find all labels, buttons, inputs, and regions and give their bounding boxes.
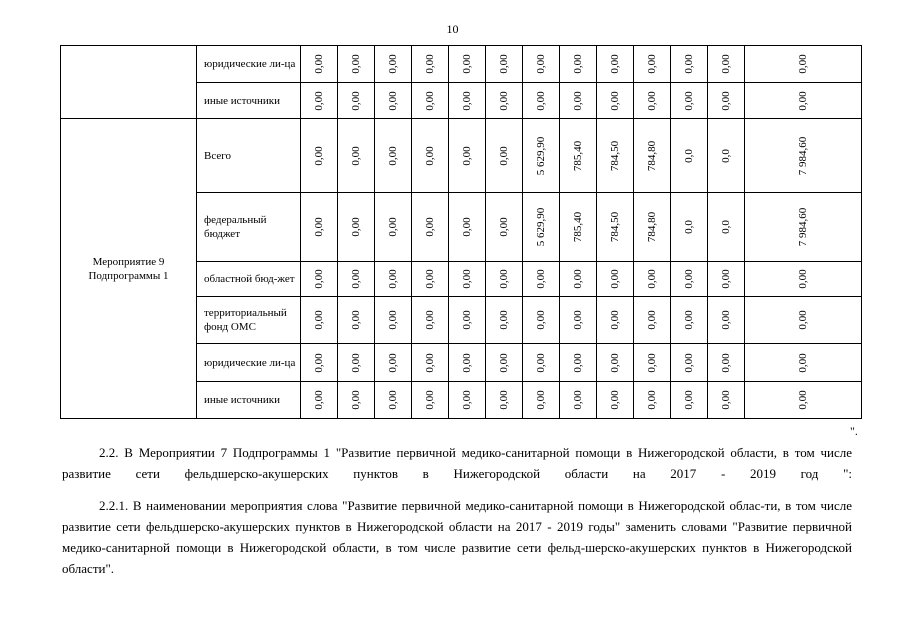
value-cell	[745, 382, 862, 419]
value-cell	[338, 46, 375, 83]
value-text: 0,00	[350, 54, 362, 74]
value-cell	[560, 297, 597, 344]
value-text: 0,00	[683, 54, 695, 74]
value-text: 0,00	[572, 269, 584, 289]
value-text: 0,00	[498, 310, 510, 330]
value-cell	[671, 262, 708, 297]
value-cell	[745, 119, 862, 193]
value-text: 785,40	[572, 140, 584, 171]
value-cell	[375, 262, 412, 297]
value-text: 0,00	[350, 352, 362, 373]
funding-source-cell: Всего	[197, 119, 301, 193]
value-text: 0,00	[646, 352, 658, 373]
value-text: 0,00	[498, 217, 510, 237]
value-cell	[486, 46, 523, 83]
value-cell	[412, 344, 449, 382]
value-text: 0,00	[646, 90, 658, 111]
value-cell	[745, 297, 862, 344]
value-cell	[449, 262, 486, 297]
event-name-cell	[61, 46, 197, 119]
value-text: 0,00	[313, 90, 325, 111]
value-text: 0,00	[350, 310, 362, 330]
value-cell	[301, 297, 338, 344]
value-text: 0,00	[683, 310, 695, 330]
value-cell	[449, 119, 486, 193]
value-cell	[523, 46, 560, 83]
value-text: 0,00	[498, 390, 510, 410]
table-body	[61, 46, 862, 419]
value-text: 0,00	[535, 352, 547, 373]
value-cell	[745, 344, 862, 382]
value-text: 784,80	[646, 140, 658, 171]
value-text: 0,00	[720, 352, 732, 373]
value-cell	[745, 193, 862, 262]
value-text: 0,00	[572, 90, 584, 111]
value-text: 0,00	[387, 90, 399, 111]
value-text: 0,0	[720, 220, 732, 234]
value-cell	[338, 193, 375, 262]
value-cell	[671, 193, 708, 262]
value-text: 0,00	[797, 90, 809, 111]
value-text: 0,00	[350, 217, 362, 237]
value-cell	[634, 344, 671, 382]
funding-source-cell: юридические ли-ца	[197, 46, 301, 83]
value-text: 0,00	[609, 310, 621, 330]
value-cell	[375, 119, 412, 193]
value-cell	[597, 119, 634, 193]
value-text: 784,50	[609, 140, 621, 171]
value-cell	[671, 344, 708, 382]
value-cell	[560, 119, 597, 193]
value-cell	[523, 344, 560, 382]
value-cell	[338, 83, 375, 119]
value-cell	[708, 382, 745, 419]
value-cell	[449, 193, 486, 262]
value-cell	[671, 46, 708, 83]
value-text: 0,00	[646, 310, 658, 330]
value-text: 0,0	[720, 148, 732, 163]
value-text: 0,00	[387, 390, 399, 410]
value-text: 7 984,60	[797, 207, 809, 247]
value-cell	[523, 119, 560, 193]
value-text: 0,00	[646, 54, 658, 74]
value-cell	[560, 83, 597, 119]
value-text: 0,00	[609, 269, 621, 289]
value-text: 0,00	[572, 352, 584, 373]
table-row	[61, 119, 862, 193]
value-cell	[597, 262, 634, 297]
value-text: 0,00	[797, 390, 809, 410]
value-text: 0,00	[350, 390, 362, 410]
value-cell	[375, 297, 412, 344]
value-text: 0,00	[683, 352, 695, 373]
value-text: 5 629,90	[535, 136, 547, 175]
value-cell	[597, 83, 634, 119]
value-text: 0,00	[313, 54, 325, 74]
value-text: 0,00	[720, 54, 732, 74]
value-text: 0,00	[424, 390, 436, 410]
value-cell	[301, 193, 338, 262]
value-cell	[375, 46, 412, 83]
value-text: 0,00	[797, 352, 809, 373]
value-text: 0,00	[720, 390, 732, 410]
value-text: 0,00	[609, 390, 621, 410]
value-text: 0,00	[609, 352, 621, 373]
value-cell	[486, 382, 523, 419]
value-text: 0,00	[350, 145, 362, 166]
value-cell	[375, 382, 412, 419]
value-cell	[486, 193, 523, 262]
value-text: 0,00	[797, 310, 809, 330]
value-cell	[671, 119, 708, 193]
value-text: 0,00	[461, 217, 473, 237]
value-cell	[412, 193, 449, 262]
value-cell	[634, 83, 671, 119]
value-text: 0,00	[683, 269, 695, 289]
value-text: 0,00	[646, 390, 658, 410]
value-cell	[523, 382, 560, 419]
value-cell	[523, 297, 560, 344]
value-cell	[708, 119, 745, 193]
value-cell	[745, 262, 862, 297]
value-cell	[523, 83, 560, 119]
value-cell	[412, 297, 449, 344]
value-cell	[708, 193, 745, 262]
value-cell	[301, 46, 338, 83]
value-text: 0,00	[572, 310, 584, 330]
value-text: 0,00	[313, 352, 325, 373]
value-text: 0,00	[535, 310, 547, 330]
value-cell	[708, 297, 745, 344]
value-text: 0,00	[461, 145, 473, 166]
value-text: 0,00	[498, 90, 510, 111]
value-text: 0,00	[424, 90, 436, 111]
value-cell	[338, 344, 375, 382]
value-cell	[597, 344, 634, 382]
value-text: 0,00	[461, 310, 473, 330]
value-cell	[560, 46, 597, 83]
value-text: 0,00	[350, 90, 362, 111]
value-cell	[338, 119, 375, 193]
value-cell	[708, 262, 745, 297]
value-text: 0,00	[461, 54, 473, 74]
value-text: 0,00	[683, 90, 695, 111]
value-text: 784,50	[609, 211, 621, 243]
value-cell	[560, 262, 597, 297]
funding-source-cell: территориальный фонд ОМС	[197, 297, 301, 344]
page-number: 10	[446, 22, 459, 36]
value-cell	[338, 382, 375, 419]
value-cell	[486, 262, 523, 297]
value-text: 0,00	[387, 352, 399, 373]
value-cell	[597, 382, 634, 419]
value-cell	[523, 262, 560, 297]
value-cell	[634, 297, 671, 344]
value-cell	[338, 297, 375, 344]
value-cell	[412, 83, 449, 119]
value-cell	[301, 382, 338, 419]
value-cell	[597, 297, 634, 344]
value-text: 0,00	[313, 390, 325, 410]
value-cell	[708, 344, 745, 382]
value-text: 0,00	[424, 310, 436, 330]
value-cell	[449, 46, 486, 83]
value-text: 0,00	[535, 269, 547, 289]
quote-end-mark: ".	[850, 424, 858, 438]
value-text: 0,00	[461, 269, 473, 289]
value-cell	[375, 344, 412, 382]
value-cell	[412, 382, 449, 419]
funding-source-cell: юридические ли-ца	[197, 344, 301, 382]
value-text: 0,00	[646, 269, 658, 289]
value-cell	[671, 297, 708, 344]
value-cell	[412, 262, 449, 297]
value-text: 0,00	[683, 390, 695, 410]
value-cell	[523, 193, 560, 262]
funding-source-cell: областной бюд-жет	[197, 262, 301, 297]
value-text: 0,00	[720, 310, 732, 330]
value-cell	[708, 46, 745, 83]
value-cell	[634, 119, 671, 193]
value-text: 0,00	[498, 269, 510, 289]
value-text: 0,00	[424, 54, 436, 74]
value-cell	[597, 46, 634, 83]
value-text: 5 629,90	[535, 207, 547, 247]
value-cell	[560, 193, 597, 262]
value-text: 784,80	[646, 211, 658, 243]
value-text: 0,00	[313, 217, 325, 237]
value-cell	[375, 193, 412, 262]
value-text: 0,00	[461, 352, 473, 373]
value-text: 0,00	[387, 217, 399, 237]
value-cell	[301, 344, 338, 382]
value-text: 0,00	[498, 352, 510, 373]
value-text: 0,00	[387, 145, 399, 166]
value-cell	[560, 344, 597, 382]
value-cell	[449, 297, 486, 344]
value-text: 0,00	[609, 54, 621, 74]
value-text: 0,00	[797, 269, 809, 289]
event-name-cell: Мероприятие 9 Подпрограммы 1	[61, 119, 197, 419]
table-row	[61, 46, 862, 83]
value-cell	[338, 262, 375, 297]
value-text: 0,00	[313, 269, 325, 289]
value-cell	[301, 119, 338, 193]
value-text: 0,00	[609, 90, 621, 111]
value-text: 0,00	[572, 390, 584, 410]
value-text: 0,00	[535, 54, 547, 74]
value-text: 0,00	[313, 145, 325, 166]
value-text: 0,00	[424, 217, 436, 237]
value-text: 0,00	[387, 269, 399, 289]
funding-source-cell: иные источники	[197, 83, 301, 119]
funding-source-cell: иные источники	[197, 382, 301, 419]
value-cell	[486, 83, 523, 119]
value-cell	[412, 46, 449, 83]
value-cell	[301, 262, 338, 297]
value-cell	[301, 83, 338, 119]
value-text: 7 984,60	[797, 136, 809, 175]
value-text: 0,0	[683, 220, 695, 234]
value-cell	[449, 382, 486, 419]
value-text: 0,00	[424, 145, 436, 166]
value-cell	[486, 297, 523, 344]
value-cell	[745, 46, 862, 83]
funding-source-cell: федеральный бюджет	[197, 193, 301, 262]
budget-table	[60, 45, 862, 419]
value-text: 0,00	[720, 90, 732, 111]
value-cell	[671, 382, 708, 419]
value-cell	[708, 83, 745, 119]
value-cell	[412, 119, 449, 193]
value-cell	[449, 83, 486, 119]
value-cell	[375, 83, 412, 119]
paragraph-2-2: 2.2. В Мероприятии 7 Подпрограммы 1 "Развитие первичной медико-санитарной помощи в Нижегородской области, в том числе развитие сети фельдшерско-акушерских пунктов в Нижегородской области на 2017 - 2019 год ":	[62, 445, 852, 481]
value-cell	[486, 119, 523, 193]
value-text: 0,00	[387, 54, 399, 74]
value-cell	[634, 46, 671, 83]
value-cell	[634, 262, 671, 297]
value-text: 0,00	[535, 90, 547, 111]
value-cell	[560, 382, 597, 419]
value-cell	[634, 193, 671, 262]
value-text: 0,00	[424, 269, 436, 289]
value-cell	[449, 344, 486, 382]
value-text: 0,0	[683, 148, 695, 163]
value-cell	[671, 83, 708, 119]
value-text: 0,00	[720, 269, 732, 289]
value-text: 0,00	[350, 269, 362, 289]
value-text: 0,00	[313, 310, 325, 330]
value-text: 0,00	[498, 145, 510, 166]
value-text: 785,40	[572, 211, 584, 243]
value-text: 0,00	[535, 390, 547, 410]
value-text: 0,00	[797, 54, 809, 74]
value-text: 0,00	[387, 310, 399, 330]
value-cell	[597, 193, 634, 262]
value-text: 0,00	[424, 352, 436, 373]
value-text: 0,00	[572, 54, 584, 74]
value-text: 0,00	[498, 54, 510, 74]
value-cell	[745, 83, 862, 119]
value-cell	[486, 344, 523, 382]
value-cell	[634, 382, 671, 419]
paragraph-2-2-1: 2.2.1. В наименовании мероприятия слова "Развитие первичной медико-санитарной помощи в Нижегородской облас-ти, в том числе развитие сети фельдшерско-акушерских пунктов в Нижегородской области на 2017 - 2019 годы" заменить словами "Развитие первичной медико-санитарной помощи в Нижегородской области, в том числе развитие сети фельд-шерско-акушерских пунктов в Нижегородской области".	[62, 498, 852, 576]
value-text: 0,00	[461, 90, 473, 111]
value-text: 0,00	[461, 390, 473, 410]
